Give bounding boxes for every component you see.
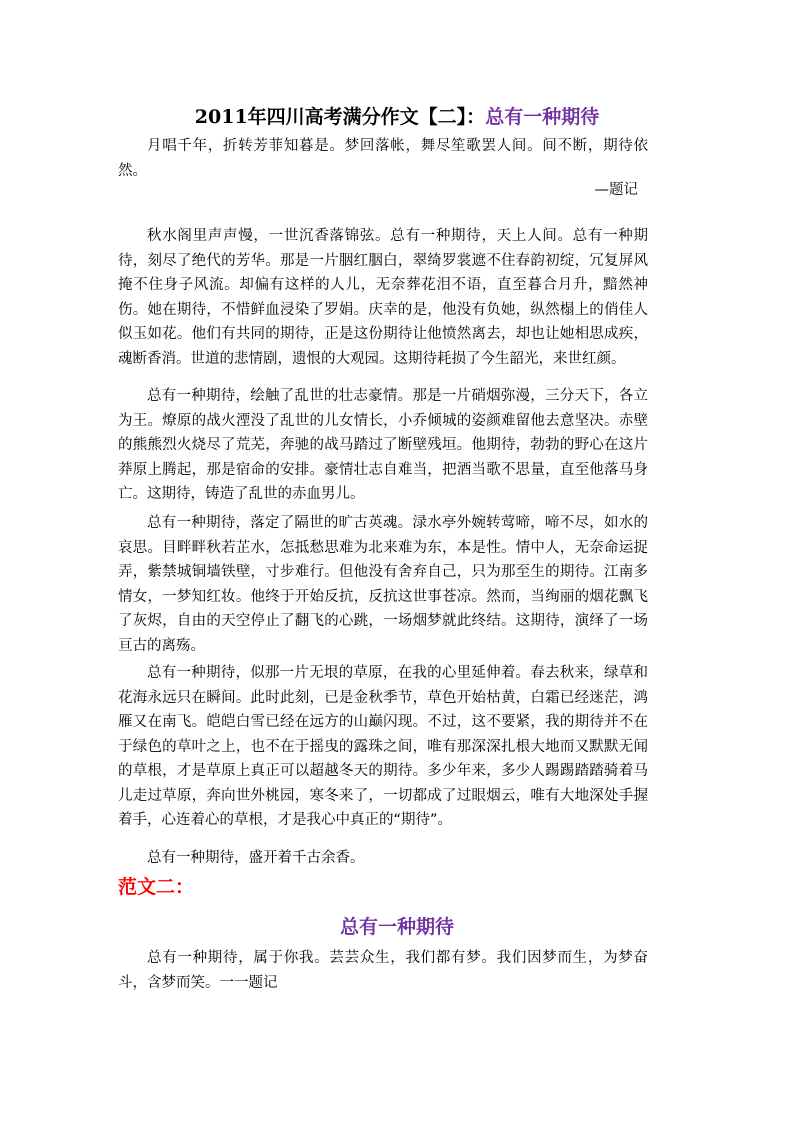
paragraph-2: 总有一种期待，绘触了乱世的壮志豪情。那是一片硝烟弥漫，三分天下，各立为王。燎原的战火湮没了乱世的儿女情长，小乔倾城的姿颜难留他去意坚决。赤壁的熊熊烈火烧尽了荒芜，奔驰的战马踏过了断壁残垣。他期待，勃勃的野心在这片莽原上腾起，那是宿命的安排。豪情壮志自难当，把酒当歌不思量，直至他落马身亡。这期待，铸造了乱世的赤血男儿。 [118, 388, 648, 502]
document-title [0, 104, 794, 130]
epigraph: 月唱千年，折转芳菲知暮是。梦回落帐，舞尽笙歌罢人间。间不断，期待依然。 [118, 138, 648, 179]
epigraph-attribution: —题记 [594, 182, 638, 198]
title-prefix: 2011年四川高考满分作文【二】： [194, 106, 486, 128]
paragraph-4: 总有一种期待，似那一片无垠的草原，在我的心里延伸着。春去秋来，绿草和花海永远只在瞬间。此时此刻，已是金秋季节，草色开始枯黄，白霜已经迷茫，鸿雁又在南飞。皑皑白雪已经在远方的山巅闪现。不过，这不要紧，我的期待并不在于绿色的草叶之上，也不在于摇曳的露珠之间，唯有那深深扎根大地而又默默无闻的草根，才是草原上真正可以超越冬天的期待。多少年来，多少人踢踢踏踏骑着马儿走过草原，奔向世外桃园，寒冬来了，一切都成了过眼烟云，唯有大地深处手握着手，心连着心的草根，才是我心中真正的“期待”。 [118, 665, 648, 828]
section-epigraph: 总有一种期待，属于你我。芸芸众生，我们都有梦。我们因梦而生，为梦奋斗，含梦而笑。一一题记 [118, 950, 648, 991]
paragraph-5: 总有一种期待，盛开着千古余香。 [147, 850, 365, 866]
paragraph-1: 秋水阁里声声慢，一世沉香落锦弦。总有一种期待，天上人间。总有一种期待，刻尽了绝代的芳华。那是一片胭红胭白，翠绮罗裳遮不住春韵初绽，冗复屏风掩不住身子风流。却偏有这样的人儿，无奈葬花泪不语，直至暮合月升，黯然神伤。她在期待，不惜鲜血浸染了罗娟。庆幸的是，他没有负她，纵然榻上的俏佳人似玉如花。他们有共同的期待，正是这份期待让他愤然离去，却也让她相思成疾，魂断香消。世道的悲情剧，遗恨的大观园。这期待耗损了今生韶光，来世红颜。 [118, 228, 648, 367]
paragraph-3: 总有一种期待，落定了隔世的旷古英魂。渌水亭外婉转莺啼，啼不尽，如水的哀思。目畔畔秋若芷水，怎抵愁思难为北来难为东，本是性。情中人，无奈命运捉弄，紫禁城铜墙铁壁，寸步难行。但他没有舍弃自己，只为那至生的期待。江南多情女，一梦知红妆。他终于开始反抗，反抗这世事苍凉。然而，当绚丽的烟花飘飞了灰烬，自由的天空停止了翻飞的心跳，一场烟梦就此终结。这期待，演绎了一场亘古的离殇。 [118, 515, 648, 654]
title-highlight: 总有一种期待 [485, 106, 600, 128]
section-heading: 范文二： [118, 876, 195, 898]
section-title: 总有一种期待 [339, 916, 454, 938]
